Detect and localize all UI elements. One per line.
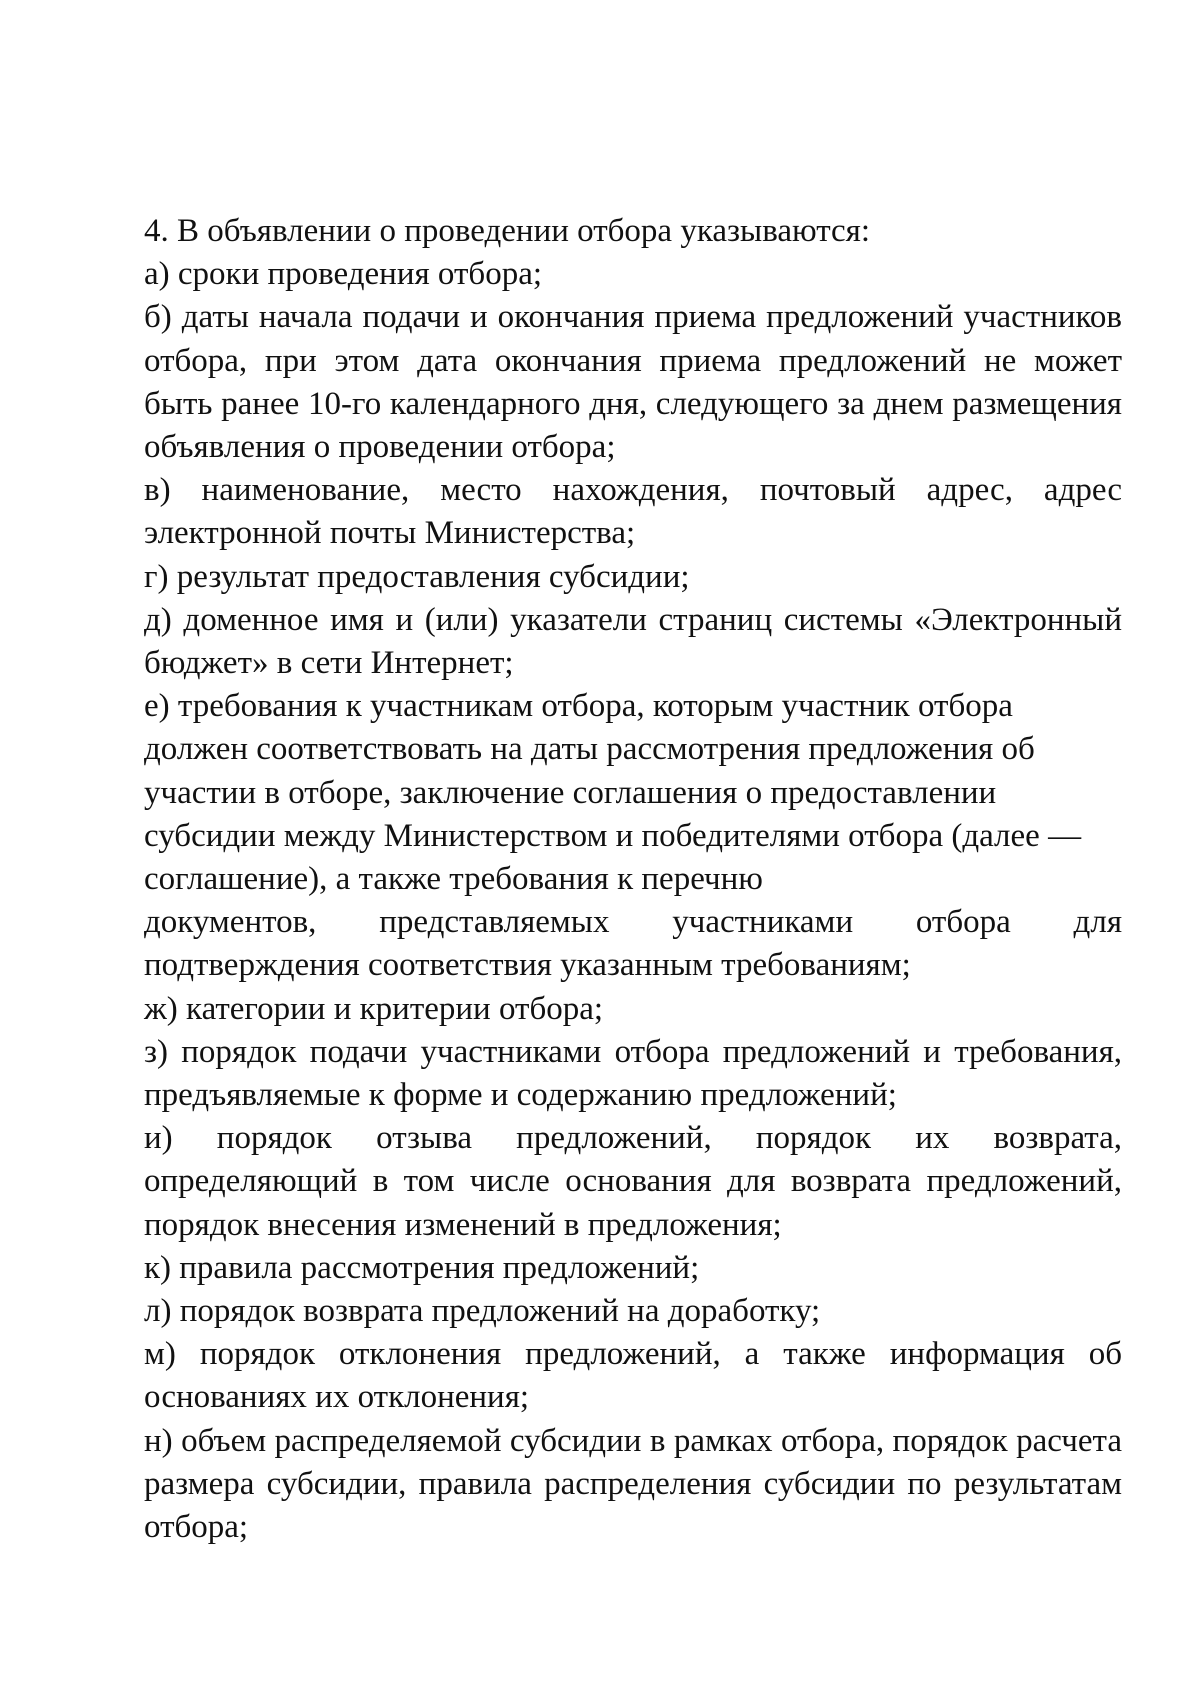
list-item-i: и) порядок отзыва предложений, порядок их возврата, определяющий в том числе основания для возврата предложений, порядок внесения изменений в предложения; xyxy=(144,1120,1122,1243)
list-item-e: е) требования к участникам отбора, которым участник отбора должен соответствовать на даты рассмотрения предложения об участии в отборе, заключение соглашения о предоставлении субсидии между Министерством и победителями отбора (далее — соглашение), а также требования к перечню xyxy=(144,688,1082,898)
list-item-g: г) результат предоставления субсидии; xyxy=(144,558,690,595)
list-item-k: к) правила рассмотрения предложений; xyxy=(144,1249,700,1286)
list-item-a: а) сроки проведения отбора; xyxy=(144,256,543,293)
list-item-d: д) доменное имя и (или) указатели страниц системы «Электронный бюджет» в сети Интернет; xyxy=(144,601,1122,682)
section-heading: 4. В объявлении о проведении отбора указываются: xyxy=(144,213,871,249)
list-item-v: в) наименование, место нахождения, почтовый адрес, адрес электронной почты Министерства; xyxy=(144,472,1122,552)
list-item-z: з) порядок подачи участниками отбора предложений и требования, предъявляемые к форме и содержанию предложений; xyxy=(144,1033,1122,1114)
list-item-zh: ж) категории и критерии отбора; xyxy=(144,990,604,1027)
list-item-n: н) объем распределяемой субсидии в рамках отбора, порядок расчета размера субсидии, правила распределения субсидии по результатам отбора; xyxy=(144,1422,1122,1546)
list-item-l: л) порядок возврата предложений на доработку; xyxy=(144,1293,821,1330)
list-item-m: м) порядок отклонения предложений, а также информация об основаниях их отклонения; xyxy=(144,1336,1122,1416)
list-item-b: б) даты начала подачи и окончания приема предложений участников отбора, при этом дата окончания приема предложений не может быть ранее 10-го календарного дня, следующего за днем размещения объявления о проведении отбора; xyxy=(144,299,1122,466)
list-item-e-continuation: документов, представляемых участниками отбора для подтверждения соответствия указанным требованиям; xyxy=(144,904,1122,984)
document-body xyxy=(144,210,1122,1549)
